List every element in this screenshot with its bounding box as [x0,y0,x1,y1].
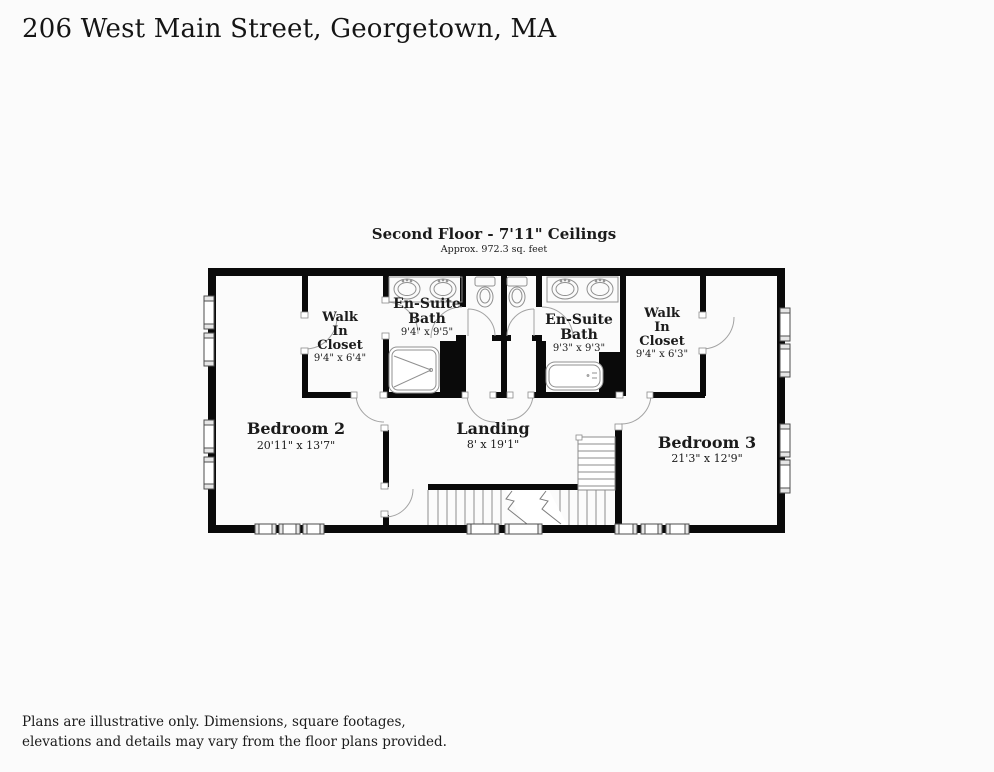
room-name: Bedroom 3 [657,433,757,452]
room-name: En-Suite [393,296,461,312]
room-name: Bedroom 2 [246,419,346,438]
window [255,524,324,534]
room-label-bath-left [393,296,461,338]
walls [208,268,785,533]
room-name: In [332,324,348,339]
bathtub [546,362,603,390]
room-name: Closet [317,338,363,353]
room-label-bath-right [545,312,613,354]
room-dimensions: 9'4" x 9'5" [400,327,454,338]
room-name: En-Suite [545,312,613,328]
disclaimer [22,712,447,752]
room-name: Walk [322,310,358,325]
room-dimensions: 20'11" x 13'7" [256,439,336,452]
room-name: Closet [639,334,685,349]
page-title: 206 West Main Street, Georgetown, MA [22,14,557,44]
room-name: Bath [408,311,446,327]
window [615,524,689,534]
disclaimer-line-2: elevations and details may vary from the floor plans provided. [22,734,447,750]
toilet-right [507,277,527,307]
room-name: Landing [456,419,530,438]
floor-title: Second Floor - 7'11" Ceilings [371,225,617,243]
vanity-right [547,277,618,302]
room-label-bedroom3 [658,433,756,465]
window [467,524,542,534]
room-dimensions: 8' x 19'1" [466,438,520,451]
room-dimensions: 9'3" x 9'3" [552,343,606,354]
room-label-bedroom2 [247,419,345,452]
stair-break-mask [506,490,567,525]
toilet-left [475,277,495,307]
floor-subtitle: Approx. 972.3 sq. feet [440,244,548,255]
room-dimensions: 9'4" x 6'4" [313,353,367,364]
shower [389,347,439,393]
room-name: Bath [560,327,598,343]
room-label-closet-left [314,310,366,364]
room-name: In [654,320,670,335]
room-dimensions: 9'4" x 6'3" [635,349,689,360]
staircase [428,437,615,525]
room-label-closet-right [636,306,688,360]
windows [204,296,790,534]
disclaimer-line-1: Plans are illustrative only. Dimensions, square footages, [22,714,406,730]
room-name: Walk [644,306,680,321]
room-dimensions: 21'3" x 12'9" [671,452,743,465]
room-label-landing [456,419,529,451]
